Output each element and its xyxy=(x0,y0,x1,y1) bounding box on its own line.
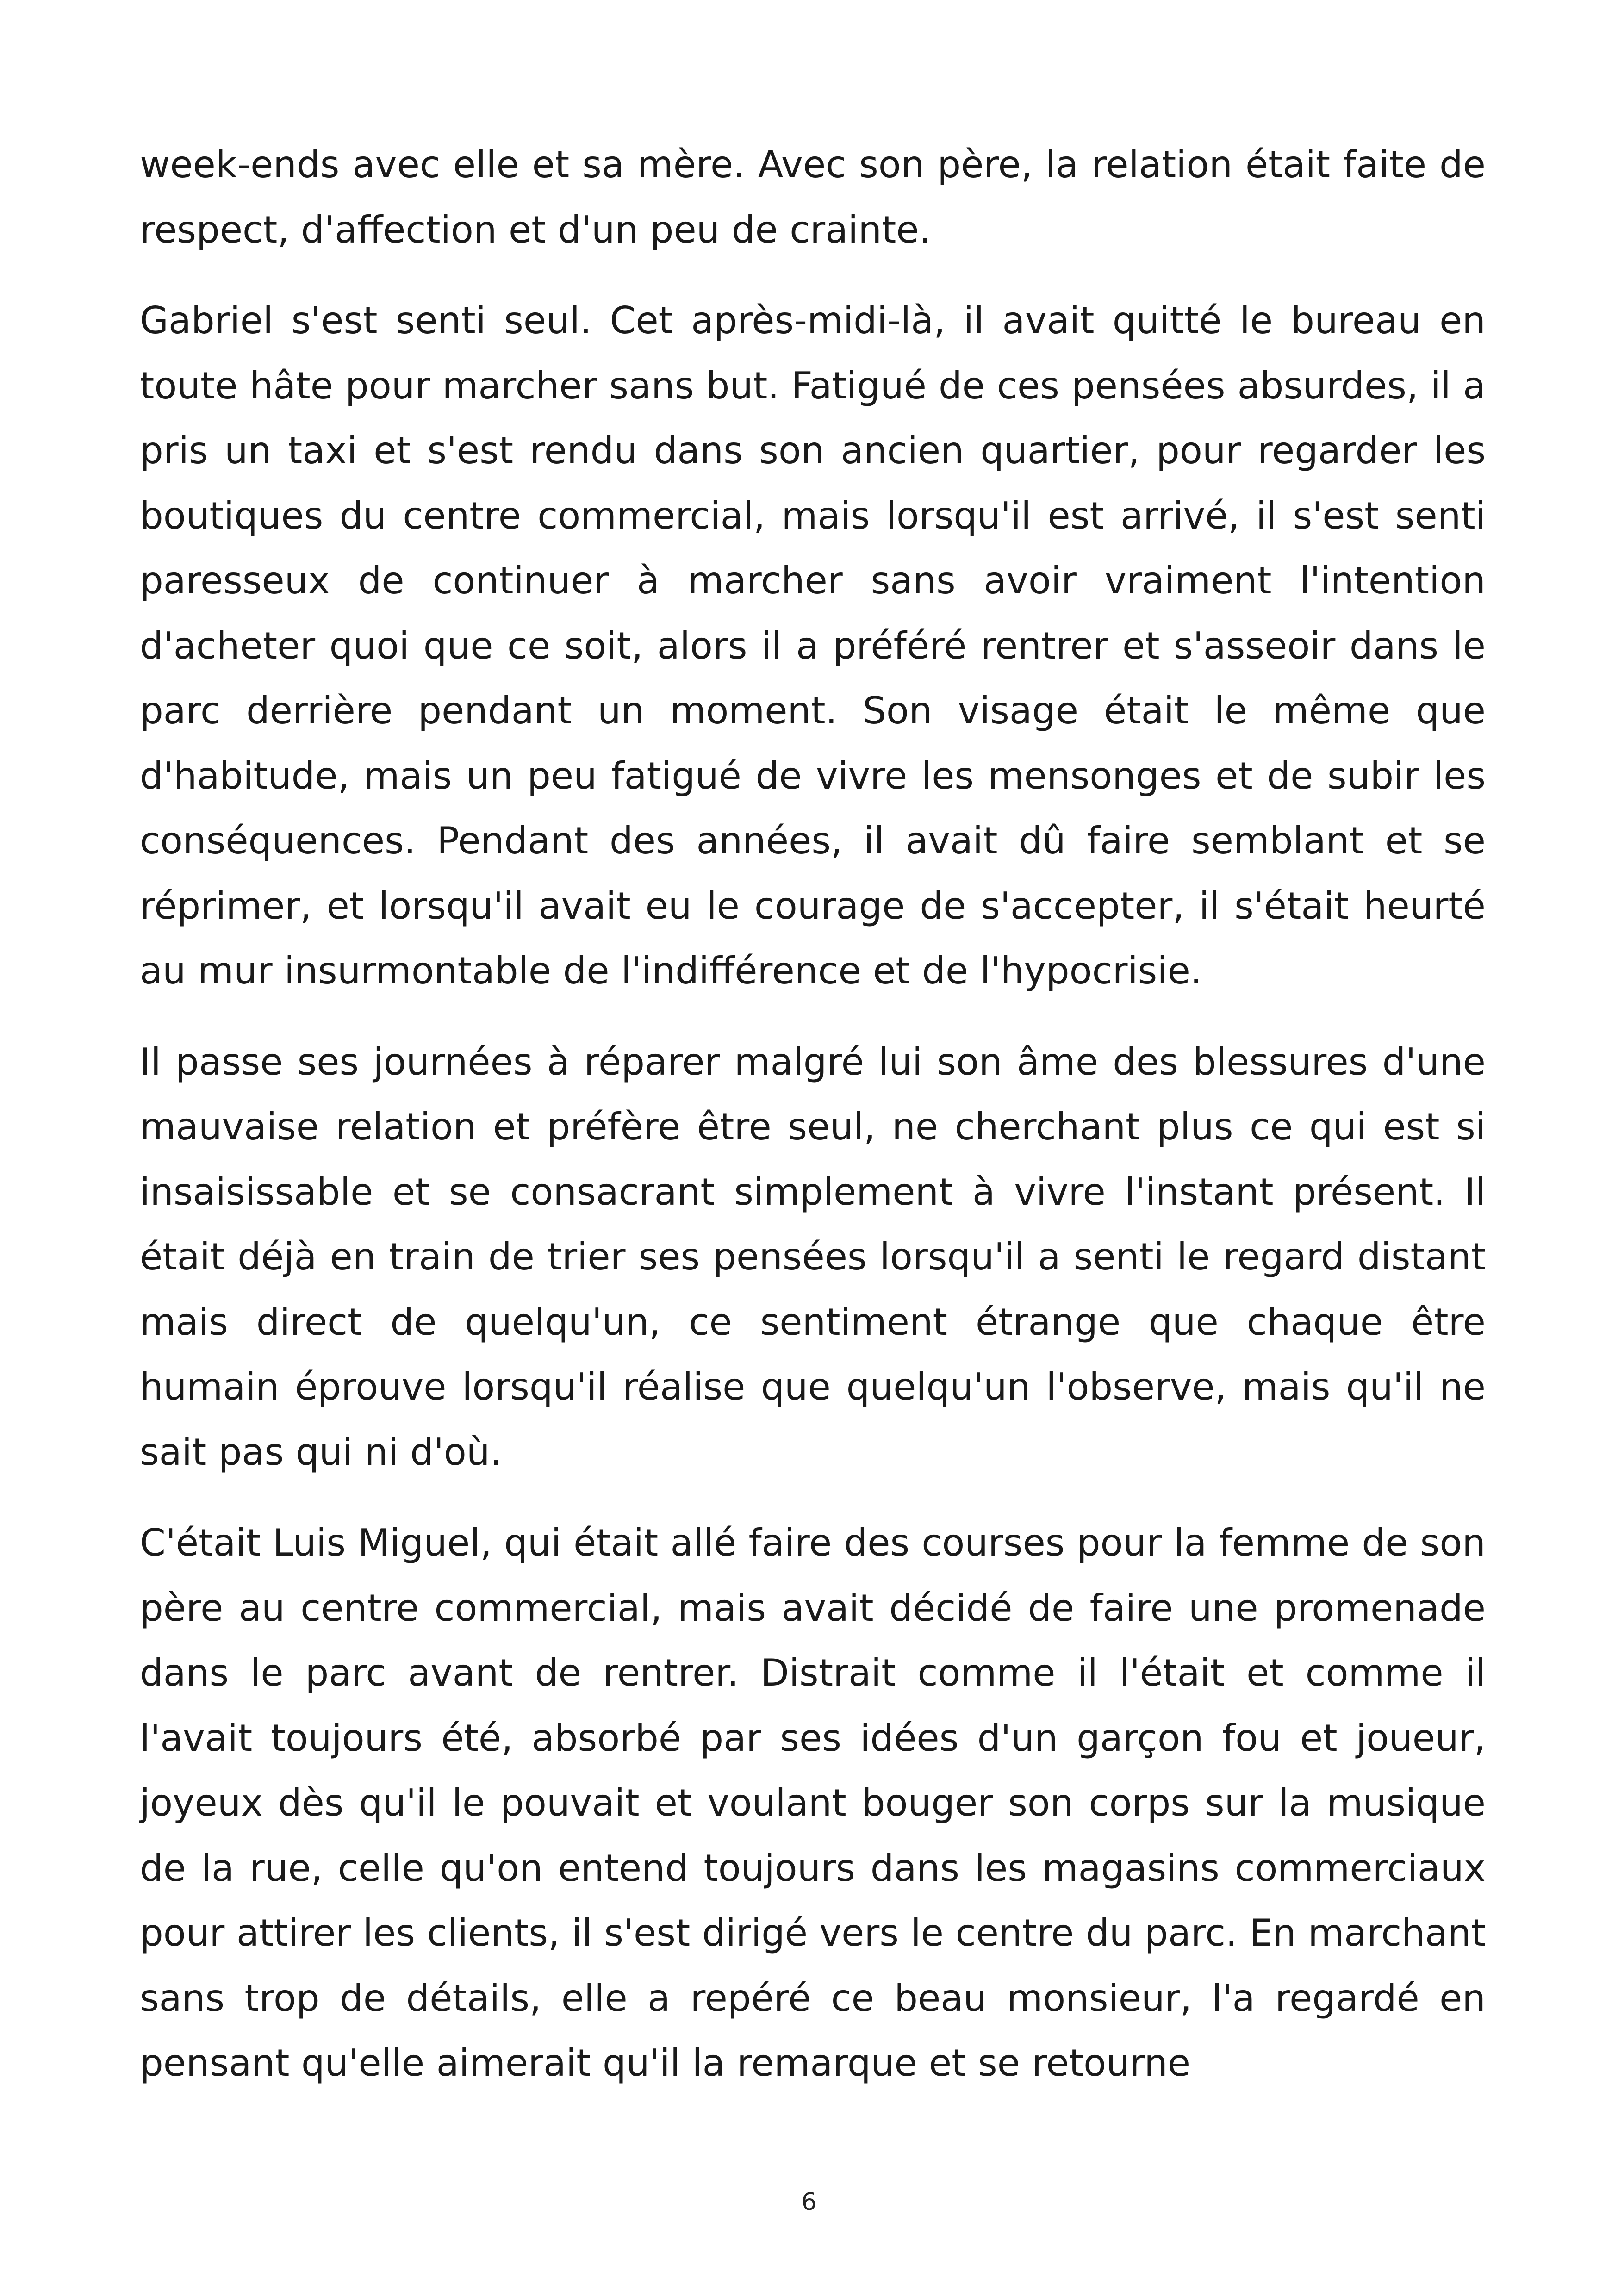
paragraph-4: C'était Luis Miguel, qui était allé faire des courses pour la femme de son père au centre commercial, mais avait décidé de faire une promenade dans le parc avant de rentrer. Distrait comme il l'était et comme il l'avait toujours été, absorbé par ses idées d'un garçon fou et joueur, joyeux dès qu'il le pouvait et voulant bouger son corps sur la musique de la rue, celle qu'on entend toujours dans les magasins commerciaux pour attirer les clients, il s'est dirigé vers le centre du parc. En marchant sans trop de détails, elle a repéré ce beau monsieur, l'a regardé en pensant qu'elle aimerait qu'il la remarque et se retourne xyxy=(140,1521,1486,2084)
paragraph-2: Gabriel s'est senti seul. Cet après-midi-là, il avait quitté le bureau en toute hâte pour marcher sans but. Fatigué de ces pensées absurdes, il a pris un taxi et s'est rendu dans son ancien quartier, pour regarder les boutiques du centre commercial, mais lorsqu'il est arrivé, il s'est senti paresseux de continuer à marcher sans avoir vraiment l'intention d'acheter quoi que ce soit, alors il a préféré rentrer et s'asseoir dans le parc derrière pendant un moment. Son visage était le même que d'habitude, mais un peu fatigué de vivre les mensonges et de subir les conséquences. Pendant des années, il avait dû faire semblant et se réprimer, et lorsqu'il avait eu le courage de s'accepter, il s'était heurté au mur insurmontable de l'indifférence et de l'hypocrisie. xyxy=(140,299,1486,992)
body-text xyxy=(140,132,1486,2122)
paragraph-1: week-ends avec elle et sa mère. Avec son père, la relation était faite de respect, d'affection et d'un peu de crainte. xyxy=(140,143,1486,251)
page-number: 6 xyxy=(801,2188,817,2216)
paragraph-3: Il passe ses journées à réparer malgré lui son âme des blessures d'une mauvaise relation et préfère être seul, ne cherchant plus ce qui est si insaisissable et se consacrant simplement à vivre l'instant présent. Il était déjà en train de trier ses pensées lorsqu'il a senti le regard distant mais direct de quelqu'un, ce sentiment étrange que chaque être humain éprouve lorsqu'il réalise que quelqu'un l'observe, mais qu'il ne sait pas qui ni d'où. xyxy=(140,1040,1486,1474)
